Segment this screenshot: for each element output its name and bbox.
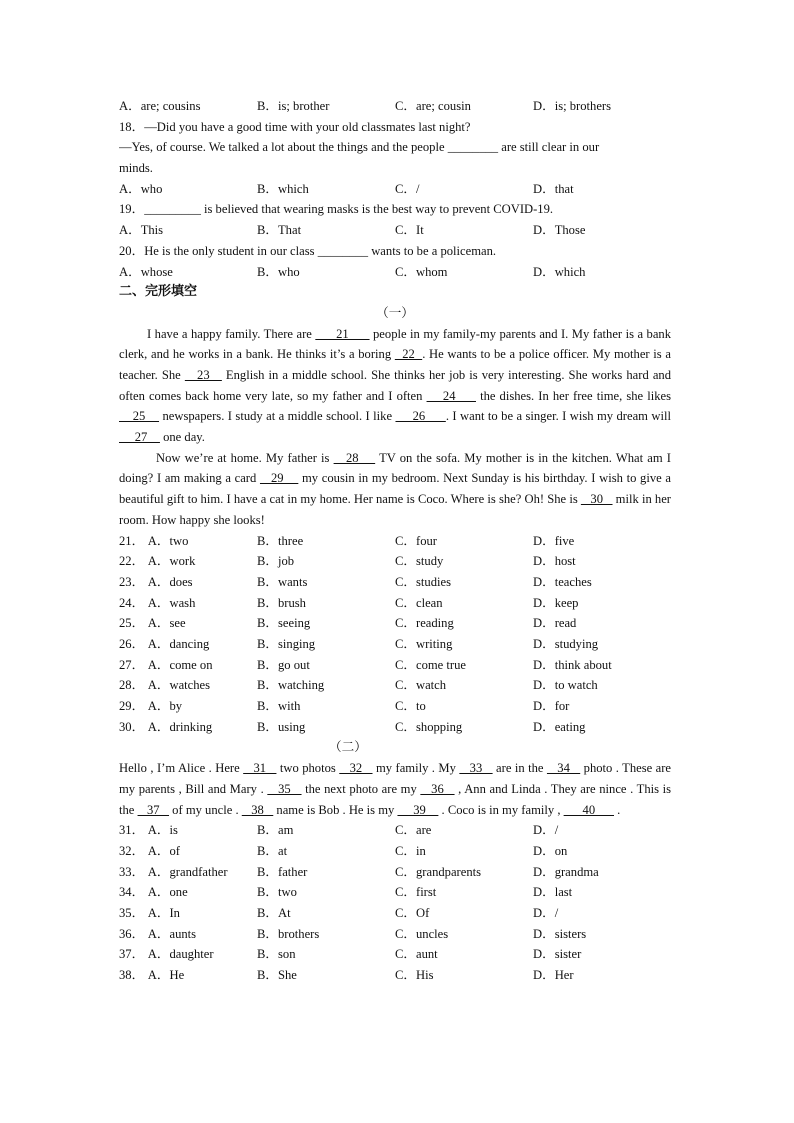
- option: A．In: [147, 906, 180, 921]
- question-row: 38． A．He B．She C．His D．Her: [119, 965, 671, 986]
- question-row: 21． A．two B．three C．four D．five: [119, 531, 671, 552]
- q20-stem: 20．He is the only student in our class ________ wants to be a policeman.: [119, 243, 497, 258]
- option: B．son: [257, 947, 296, 962]
- q19-stem: 19．_________ is believed that wearing masks is the best way to prevent COVID-19.: [119, 202, 554, 217]
- option: D．Those: [533, 223, 586, 238]
- option: A．whose: [119, 264, 173, 279]
- option: B．singing: [257, 637, 316, 652]
- option: C．watch: [395, 678, 447, 693]
- option: D．sister: [533, 947, 582, 962]
- option: D．five: [533, 533, 575, 548]
- option: D．on: [533, 843, 568, 858]
- option: C．in: [395, 843, 426, 858]
- passage-1-paragraph-1: I have a happy family. There are 21 people in my family-my parents and I. My father is a bank clerk, and he works in a bank. He thinks it’s a boring 22 . He wants to be a police officer. My mother is a teacher. She 23 English in a middle school. She thinks her job is very interesting. She works hard and often comes back home very late, so my father and I often 24 the dishes. In her free time, she likes 25 newspapers. I study at a middle school. I like 26 . I want to be a singer. I wish my dream will 27 one day.: [119, 326, 672, 445]
- option: A．are; cousins: [119, 99, 201, 113]
- blank-28: 28: [333, 450, 376, 465]
- option: B．using: [257, 719, 306, 734]
- blank-33: 33: [459, 761, 493, 776]
- option: B．At: [257, 906, 291, 921]
- option: B．is; brother: [257, 99, 330, 113]
- option: A．by: [147, 699, 183, 714]
- option: C．studies: [395, 574, 451, 589]
- option: C．shopping: [395, 719, 463, 734]
- option: D．is; brothers: [533, 99, 612, 113]
- question-row: 24． A．wash B．brush C．clean D．keep: [119, 593, 671, 614]
- answer-blank: ________: [447, 140, 499, 155]
- option: A．come on: [147, 657, 213, 672]
- option: B．am: [257, 823, 294, 838]
- option: C．study: [395, 554, 444, 569]
- option: C．uncles: [395, 926, 449, 941]
- option: B．watching: [257, 678, 325, 693]
- option: C．four: [395, 533, 437, 548]
- question-row: 26． A．dancing B．singing C．writing D．studying: [119, 634, 671, 655]
- question-row: 35． A．In B．At C．Of D．/: [119, 903, 671, 924]
- option: A．see: [147, 616, 186, 631]
- option: C．to: [395, 699, 426, 714]
- question-row: 23． A．does B．wants C．studies D．teaches: [119, 572, 671, 593]
- question-row: 32． A．of B．at C．in D．on: [119, 841, 671, 862]
- blank-25: 25: [119, 409, 160, 424]
- question-row: 31． A．is B．am C．are D．/: [119, 820, 671, 841]
- option: A．daughter: [147, 947, 214, 962]
- option: A．work: [147, 554, 196, 569]
- blank-29: 29: [259, 471, 299, 486]
- option: A．He: [147, 968, 185, 983]
- option: B．brothers: [257, 926, 320, 941]
- option: B．three: [257, 533, 304, 548]
- option: C．His: [395, 968, 434, 983]
- answer-blank: ________: [317, 243, 369, 258]
- question-row: 34． A．one B．two C．first D．last: [119, 882, 671, 903]
- option: A．dancing: [147, 637, 210, 652]
- blank-21: 21: [315, 326, 370, 341]
- option: D．Her: [533, 968, 574, 983]
- option: D．sisters: [533, 926, 587, 941]
- option: C．writing: [395, 637, 453, 652]
- option: B．seeing: [257, 616, 311, 631]
- question-row: 28． A．watches B．watching C．watch D．to watch: [119, 675, 671, 696]
- option: A．drinking: [147, 719, 213, 734]
- option: A．of: [147, 843, 180, 858]
- option: A．This: [119, 223, 164, 238]
- option: B．two: [257, 885, 297, 900]
- option: D．/: [533, 906, 559, 921]
- option: A．wash: [147, 595, 196, 610]
- blank-26: 26: [395, 409, 446, 424]
- option: B．wants: [257, 574, 308, 589]
- option: A．one: [147, 885, 188, 900]
- q20-options: [119, 262, 671, 283]
- option: C．come true: [395, 657, 466, 672]
- option: A．two: [147, 533, 189, 548]
- option: A．grandfather: [147, 864, 228, 879]
- option: A．who: [119, 181, 163, 196]
- option: C．grandparents: [395, 864, 482, 879]
- option: A．is: [147, 823, 178, 838]
- option: C．are: [395, 823, 432, 838]
- option: D．last: [533, 885, 573, 900]
- blank-35: 35: [267, 781, 302, 796]
- question-row: 25． A．see B．seeing C．reading D．read: [119, 613, 671, 634]
- blank-22: 22: [394, 347, 423, 362]
- blank-24: 24: [426, 388, 476, 403]
- question-row: 30． A．drinking B．using C．shopping D．eating: [119, 717, 671, 738]
- option: D．teaches: [533, 574, 592, 589]
- option: D．for: [533, 699, 570, 714]
- option: B．at: [257, 843, 288, 858]
- option: B．father: [257, 864, 308, 879]
- question-row: 27． A．come on B．go out C．come true D．think about: [119, 655, 671, 676]
- option: C．/: [395, 181, 420, 196]
- question-row: 22． A．work B．job C．study D．host: [119, 551, 671, 572]
- passage-2-label: （二）: [329, 740, 367, 755]
- q18-stem-line3: minds.: [119, 161, 153, 176]
- option: D．studying: [533, 637, 599, 652]
- option: A．watches: [147, 678, 211, 693]
- option: C．are; cousin: [395, 99, 471, 113]
- option: D．/: [533, 823, 559, 838]
- blank-30: 30: [580, 492, 613, 507]
- option: D．that: [533, 181, 574, 196]
- blank-37: 37: [137, 802, 170, 817]
- option: D．eating: [533, 719, 586, 734]
- question-row: 37． A．daughter B．son C．aunt D．sister: [119, 944, 671, 965]
- passage-1-label: （一）: [376, 305, 414, 320]
- question-row: 36． A．aunts B．brothers C．uncles D．sisters: [119, 924, 671, 945]
- option: C．whom: [395, 264, 448, 279]
- q18-stem-line1: 18．—Did you have a good time with your old classmates last night?: [119, 119, 471, 134]
- option: C．aunt: [395, 947, 438, 962]
- option: D．to watch: [533, 678, 598, 693]
- option: D．keep: [533, 595, 579, 610]
- blank-23: 23: [184, 367, 222, 382]
- blank-34: 34: [546, 761, 581, 776]
- option: B．That: [257, 223, 302, 238]
- option: A．aunts: [147, 926, 197, 941]
- option: D．read: [533, 616, 577, 631]
- option: D．grandma: [533, 864, 599, 879]
- option: A．does: [147, 574, 193, 589]
- option: C．reading: [395, 616, 454, 631]
- option: C．Of: [395, 906, 430, 921]
- blank-36: 36: [420, 781, 455, 796]
- question-row: 29． A．by B．with C．to D．for: [119, 696, 671, 717]
- blank-27: 27: [119, 430, 160, 445]
- blank-40: 40: [563, 802, 614, 817]
- option: D．host: [533, 554, 576, 569]
- q19-options: [119, 220, 671, 241]
- option: B．who: [257, 264, 300, 279]
- option: C．clean: [395, 595, 443, 610]
- option: D．which: [533, 264, 586, 279]
- q17-options: [119, 96, 671, 117]
- question-list-2: [119, 820, 671, 986]
- blank-31: 31: [243, 761, 277, 776]
- option: D．think about: [533, 657, 612, 672]
- question-list-1: [119, 531, 671, 738]
- option: C．first: [395, 885, 437, 900]
- answer-blank: _________: [144, 202, 201, 217]
- option: B．brush: [257, 595, 306, 610]
- option: B．which: [257, 181, 309, 196]
- blank-32: 32: [339, 761, 373, 776]
- blank-38: 38: [241, 802, 274, 817]
- passage-1-paragraph-2: Now we’re at home. My father is 28 TV on the sofa. My mother is in the kitchen. What am I doing? I am making a card 29 my cousin in my bedroom. Next Sunday is his birthday. I wish to give a beautiful gift to him. I have a cat in my home. Her name is Coco. Where is she? Oh! She is 30 milk in her room. How happy she looks!: [119, 450, 672, 527]
- q18-options: [119, 179, 671, 200]
- blank-39: 39: [397, 802, 439, 817]
- section-heading: 二、完形填空: [119, 284, 198, 300]
- option: B．job: [257, 554, 295, 569]
- option: B．She: [257, 968, 297, 983]
- question-row: 33． A．grandfather B．father C．grandparents D．grandma: [119, 862, 671, 883]
- option: B．with: [257, 699, 301, 714]
- document-page: [119, 96, 671, 986]
- option: B．go out: [257, 657, 310, 672]
- q18-stem-line2: —Yes, of course. We talked a lot about the things and the people ________ are still clear in our: [119, 140, 600, 155]
- option: C．It: [395, 223, 424, 238]
- passage-2-paragraph: Hello , I’m Alice . Here 31 two photos 32 my family . My 33 are in the 34 photo . These are my parents , Bill and Mary . 35 the next photo are my 36 , Ann and Linda . They are nince . This is the 37 of my uncle . 38 name is Bob . He is my 39 . Coco is in my family , 40 .: [119, 761, 672, 817]
